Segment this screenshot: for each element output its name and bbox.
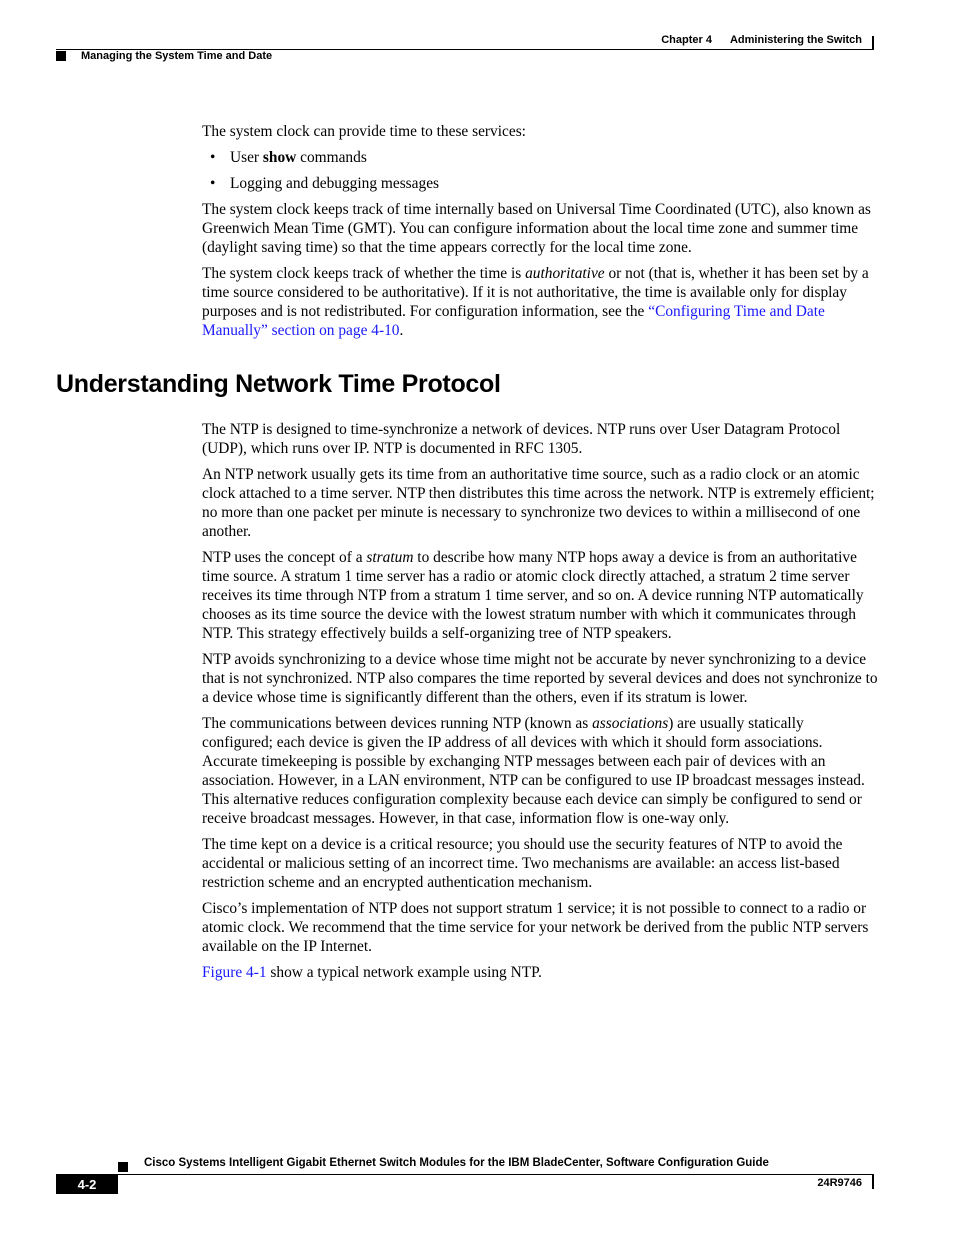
ntp-paragraph-6: The time kept on a device is a critical resource; you should use the security features of NTP to avoid the accidental or malicious setting of an incorrect time. Two mechanisms are available: an access list-based restriction scheme and an encrypted authentication mechanism. xyxy=(202,836,843,891)
intro-paragraph-2: The system clock keeps track of time internally based on Universal Time Coordinated (UTC), also known as Greenwich Mean Time (GMT). You can configure information about the local time zone and summer time (daylight saving time) so that the time appears correctly for the local time zone. xyxy=(202,201,871,256)
header-vertical-bar xyxy=(872,36,874,50)
command-keyword: show xyxy=(262,149,297,166)
chapter-title: Administering the Switch xyxy=(729,34,862,46)
footer-square-marker xyxy=(118,1162,128,1172)
ntp-paragraph-3: NTP uses the concept of a stratum to describe how many NTP hops away a device is from an authoritative time source. A stratum 1 time server has a radio or atomic clock directly attached, a stratum 2 time server receives its time through NTP from a stratum 1 time server, and so on. A device running NTP automatically chooses as its time source the device with the lowest stratum number with which it communicates through NTP. This strategy effectively builds a self-organizing tree of NTP speakers. xyxy=(202,549,864,642)
list-item: • User show commands xyxy=(202,148,878,167)
emphasis: authoritative xyxy=(525,265,605,282)
emphasis: stratum xyxy=(366,549,414,566)
figure-link[interactable]: Figure 4-1 xyxy=(202,964,267,981)
ntp-paragraph-8: Figure 4-1 show a typical network example using NTP. xyxy=(202,964,542,981)
intro-paragraph-3: The system clock keeps track of whether the time is authoritative or not (that is, whether it has been set by a time source considered to be authoritative). If it is not authoritative, the time is available only for display purposes and is not redistributed. For configuration information, see the “Configuring Time and Date Manually” section on page 4-10. xyxy=(202,265,869,339)
ntp-paragraph-2: An NTP network usually gets its time from an authoritative time source, such as a radio clock or an atomic clock attached to a time server. NTP then distributes this time across the network. NTP is extremely efficient; no more than one packet per minute is necessary to synchronize two devices to within a millisecond of one another. xyxy=(202,466,875,540)
header-section-title: Managing the System Time and Date xyxy=(81,50,273,62)
list-item: • Logging and debugging messages xyxy=(202,174,878,193)
chapter-number: Chapter 4 xyxy=(661,34,712,46)
footer-vertical-bar xyxy=(872,1175,874,1189)
header-square-marker xyxy=(56,51,66,61)
intro-block xyxy=(202,122,878,347)
ntp-paragraph-1: The NTP is designed to time-synchronize a network of devices. NTP runs over User Datagram Protocol (UDP), which runs over IP. NTP is documented in RFC 1305. xyxy=(202,421,841,457)
page-number: 4-2 xyxy=(56,1175,118,1194)
ntp-paragraph-4: NTP avoids synchronizing to a device whose time might not be accurate by never synchronizing to a device that is not synchronized. NTP also compares the time reported by several devices and does not synchronize to a device whose time is significantly different than the others, even if its stratum is lower. xyxy=(202,651,878,706)
section-body xyxy=(202,420,878,989)
document-number: 24R9746 xyxy=(817,1177,862,1189)
emphasis: associations xyxy=(592,715,669,732)
ntp-paragraph-7: Cisco’s implementation of NTP does not support stratum 1 service; it is not possible to connect to a radio or atomic clock. We recommend that the time service for your network be derived from the public NTP servers available on the IP Internet. xyxy=(202,900,869,955)
intro-paragraph-1: The system clock can provide time to these services: xyxy=(202,123,526,140)
ntp-paragraph-5: The communications between devices running NTP (known as associations) are usually statically configured; each device is given the IP address of all devices with which it should form associations. Accurate timekeeping is possible by exchanging NTP messages between each pair of devices with an association. However, in a LAN environment, NTP can be configured to use IP broadcast messages instead. This alternative reduces configuration complexity because each device can simply be configured to send or receive broadcast messages. However, in that case, information flow is one-way only. xyxy=(202,715,865,827)
header-chapter xyxy=(600,34,862,46)
section-heading: Understanding Network Time Protocol xyxy=(56,370,501,398)
configuring-time-link[interactable]: “Configuring Time and Date Manually” section on page 4-10 xyxy=(202,303,825,339)
footer-guide-title: Cisco Systems Intelligent Gigabit Ethernet Switch Modules for the IBM BladeCenter, Software Configuration Guide xyxy=(144,1157,769,1169)
footer-rule xyxy=(56,1174,874,1175)
services-list xyxy=(202,148,878,193)
